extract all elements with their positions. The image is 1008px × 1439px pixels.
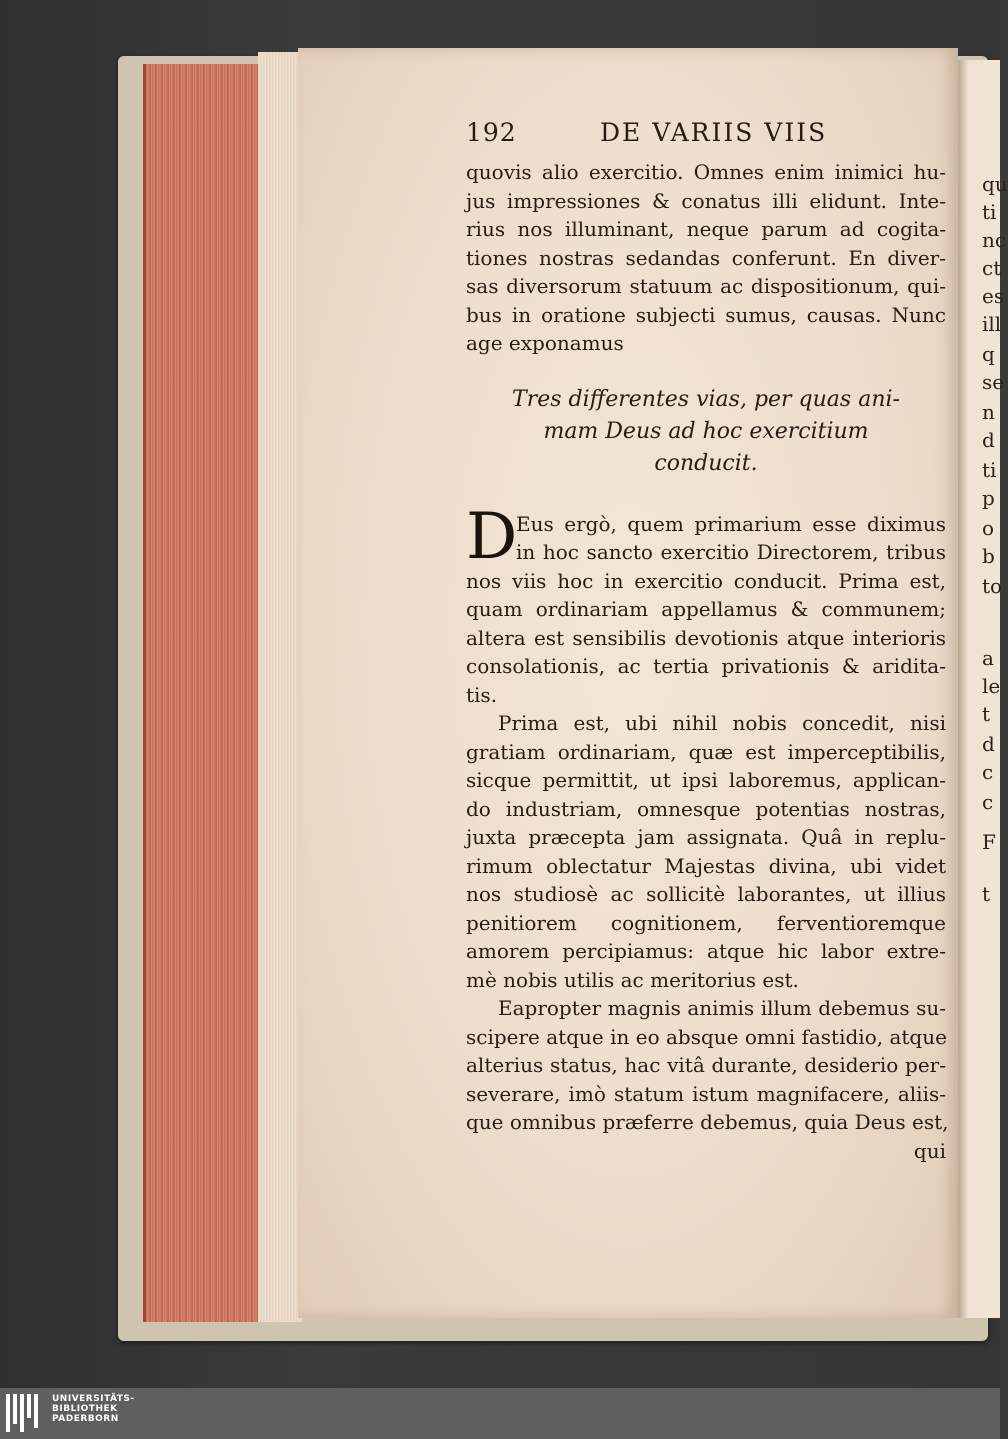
paragraph-2 — [466, 499, 946, 710]
heading-line: mam Deus ad hoc exercitium — [543, 418, 869, 444]
running-title: DE VARIIS VIIS — [600, 118, 828, 147]
drop-capital: D — [466, 499, 518, 574]
library-name — [52, 1394, 135, 1424]
paragraph-1 — [466, 158, 946, 358]
right-page-fragment: ill — [982, 312, 1002, 336]
text-line: scipere atque in eo absque omni fastidio, atque — [466, 1024, 947, 1049]
text-line: nos viis hoc in exercitio conducit. Prima est, — [466, 568, 946, 593]
right-page-edge — [958, 60, 1008, 1318]
text-line: juxta præcepta jam assignata. Quâ in replu- — [466, 825, 946, 849]
text-line: Eapropter magnis animis illum debemus su- — [498, 996, 946, 1020]
right-page-fragment: q — [982, 342, 995, 366]
text-line: tis. — [466, 682, 498, 707]
text-line: gratiam ordinariam, quæ est imperceptibilis, — [466, 739, 946, 764]
paragraph-4 — [466, 994, 949, 1137]
library-name-line3: PADERBORN — [52, 1414, 119, 1424]
right-page-fragment: d — [982, 428, 995, 452]
section-heading — [466, 384, 946, 480]
text-line: altera est sensibilis devotionis atque interioris — [466, 625, 946, 650]
page-number: 192 — [466, 118, 517, 147]
right-page-fragment: p — [982, 486, 995, 510]
text-line: nos studiosè ac sollicitè laborantes, ut illius — [466, 882, 946, 906]
text-line: severare, imò statum istum magnifacere, aliis- — [466, 1081, 946, 1106]
red-page-edges — [143, 64, 266, 1322]
text-line: Eus ergò, quem primarium esse diximus — [516, 511, 946, 536]
library-logo-icon — [6, 1394, 44, 1432]
right-page-fragment: t — [982, 882, 991, 906]
library-name-line1: UNIVERSITÄTS- — [52, 1394, 135, 1404]
text-line: alterius status, hac vitâ durante, desiderio per- — [466, 1053, 946, 1077]
heading-line: conducit. — [654, 450, 758, 476]
text-line: sicque permittit, ut ipsi laboremus, applican- — [466, 768, 946, 792]
text-line: rimum oblectatur Majestas divina, ubi videt — [466, 853, 946, 878]
page-fore-edge — [258, 52, 302, 1322]
right-page-fragment: d — [982, 732, 995, 756]
page-text-block — [466, 118, 949, 1165]
right-page-fragment: le — [982, 674, 1001, 698]
text-line: consolationis, ac tertia privationis & aridita- — [466, 654, 946, 678]
text-line: sas diversorum statuum ac dispositionum, qui- — [466, 274, 946, 298]
text-line: mè nobis utilis ac meritorius est. — [466, 967, 799, 992]
right-page-fragment: ct — [982, 256, 1002, 280]
right-page-fragment: F — [982, 830, 996, 854]
right-page-fragment: c — [982, 790, 994, 814]
text-line: jus impressiones & conatus illi elidunt. Inte- — [466, 188, 946, 213]
heading-line: Tres differentes vias, per quas ani- — [512, 386, 900, 412]
text-line: age exponamus — [466, 331, 624, 355]
right-page-fragment: b — [982, 544, 995, 568]
text-line: amorem percipiamus: atque hic labor extre- — [466, 939, 946, 963]
right-page-fragment: t — [982, 702, 991, 726]
text-line: que omnibus præferre debemus, quia Deus est, — [466, 1110, 949, 1134]
right-page-fragment: c — [982, 760, 994, 784]
right-page-fragment: a — [982, 646, 994, 670]
text-line: quam ordinariam appellamus & communem; — [466, 597, 946, 621]
text-line: in hoc sancto exercitio Directorem, tribus — [516, 540, 946, 564]
footer-bar — [0, 1388, 1000, 1439]
right-page-fragment: n — [982, 400, 995, 424]
page-header — [466, 118, 946, 158]
right-page-fragment: se — [982, 370, 1005, 394]
right-page-fragment: ti — [982, 458, 997, 482]
right-page-fragment: o — [982, 516, 995, 540]
text-line: tiones nostras sedandas conferunt. En diver- — [466, 245, 946, 270]
right-page-fragment: ti — [982, 200, 997, 224]
text-line: quovis alio exercitio. Omnes enim inimici hu- — [466, 160, 946, 184]
right-page-fragment: qu — [982, 172, 1008, 196]
library-name-line2: BIBLIOTHEK — [52, 1404, 118, 1414]
catchword: qui — [913, 1138, 946, 1163]
paragraph-3 — [466, 709, 946, 994]
right-page-fragment: es — [982, 284, 1005, 308]
right-page-fragment: nc — [982, 228, 1007, 252]
text-line: do industriam, omnesque potentias nostras, — [466, 796, 946, 821]
text-line: rius nos illuminant, neque parum ad cogita- — [466, 217, 946, 241]
text-line: penitiorem cognitionem, ferventioremque — [466, 910, 946, 935]
text-line: Prima est, ubi nihil nobis concedit, nisi — [498, 711, 946, 735]
dropcap-block — [466, 499, 946, 574]
text-line: bus in oratione subjecti sumus, causas. Nunc — [466, 302, 946, 327]
right-page-fragment: to — [982, 574, 1003, 598]
